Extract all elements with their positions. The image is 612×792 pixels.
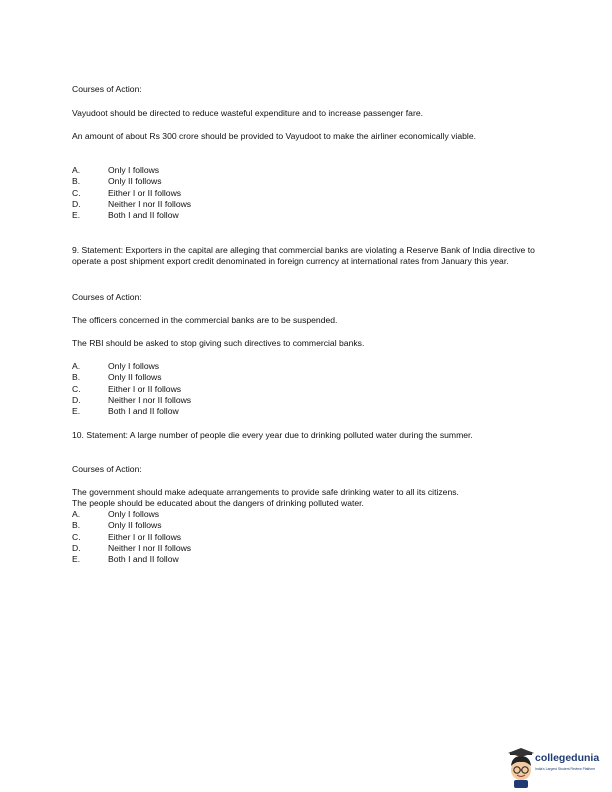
options-list — [72, 361, 191, 417]
option-item: C. Either I or II follows — [72, 187, 182, 198]
option-item: E. Both I and II follow — [72, 210, 179, 221]
option-item: C. Either I or II follows — [72, 383, 182, 394]
option-item: B. Only II follows — [72, 372, 162, 383]
option-item: A. Only I follows — [72, 509, 160, 519]
options-list — [72, 509, 191, 565]
paragraph: Vayudoot should be directed to reduce wasteful expenditure and to increase passenger fare. — [72, 108, 423, 118]
option-item: D. Neither I nor II follows — [72, 542, 192, 553]
question-statement: 10. Statement: A large number of people die every year due to drinking polluted water during the summer. — [72, 430, 473, 440]
option-item: C. Either I or II follows — [72, 531, 182, 542]
option-item: D. Neither I nor II follows — [72, 394, 192, 405]
brand-tagline: India's Largest Student Review Platform — [535, 767, 596, 771]
option-item: B. Only II follows — [72, 520, 162, 531]
option-item: E. Both I and II follow — [72, 406, 179, 417]
option-item: D. Neither I nor II follows — [72, 198, 192, 209]
option-item: B. Only II follows — [72, 176, 162, 187]
paragraph: The officers concerned in the commercial banks are to be suspended. — [72, 315, 338, 325]
paragraph: The government should make adequate arrangements to provide safe drinking water to all its citizens. — [72, 487, 459, 497]
paragraph: The RBI should be asked to stop giving such directives to commercial banks. — [72, 338, 365, 348]
brand-name: collegedunia — [535, 752, 600, 764]
option-item: E. Both I and II follow — [72, 554, 179, 565]
mascot-icon — [508, 748, 534, 788]
options-list — [72, 165, 191, 221]
paragraph: The people should be educated about the dangers of drinking polluted water. — [72, 498, 364, 508]
collegedunia-logo — [508, 748, 612, 792]
option-item: A. Only I follows — [72, 361, 160, 371]
paragraph: An amount of about Rs 300 crore should be provided to Vayudoot to make the airliner economically viable. — [72, 131, 476, 141]
question-statement: 9. Statement: Exporters in the capital are alleging that commercial banks are violating a Reserve Bank of India directive to operate a post shipment export credit denominated in foreign currency at international rates from January this year. — [72, 245, 535, 266]
paragraph: Courses of Action: — [72, 292, 142, 302]
paragraph: Courses of Action: — [72, 464, 142, 474]
option-item: A. Only I follows — [72, 165, 160, 175]
paragraph: Courses of Action: — [72, 84, 142, 94]
